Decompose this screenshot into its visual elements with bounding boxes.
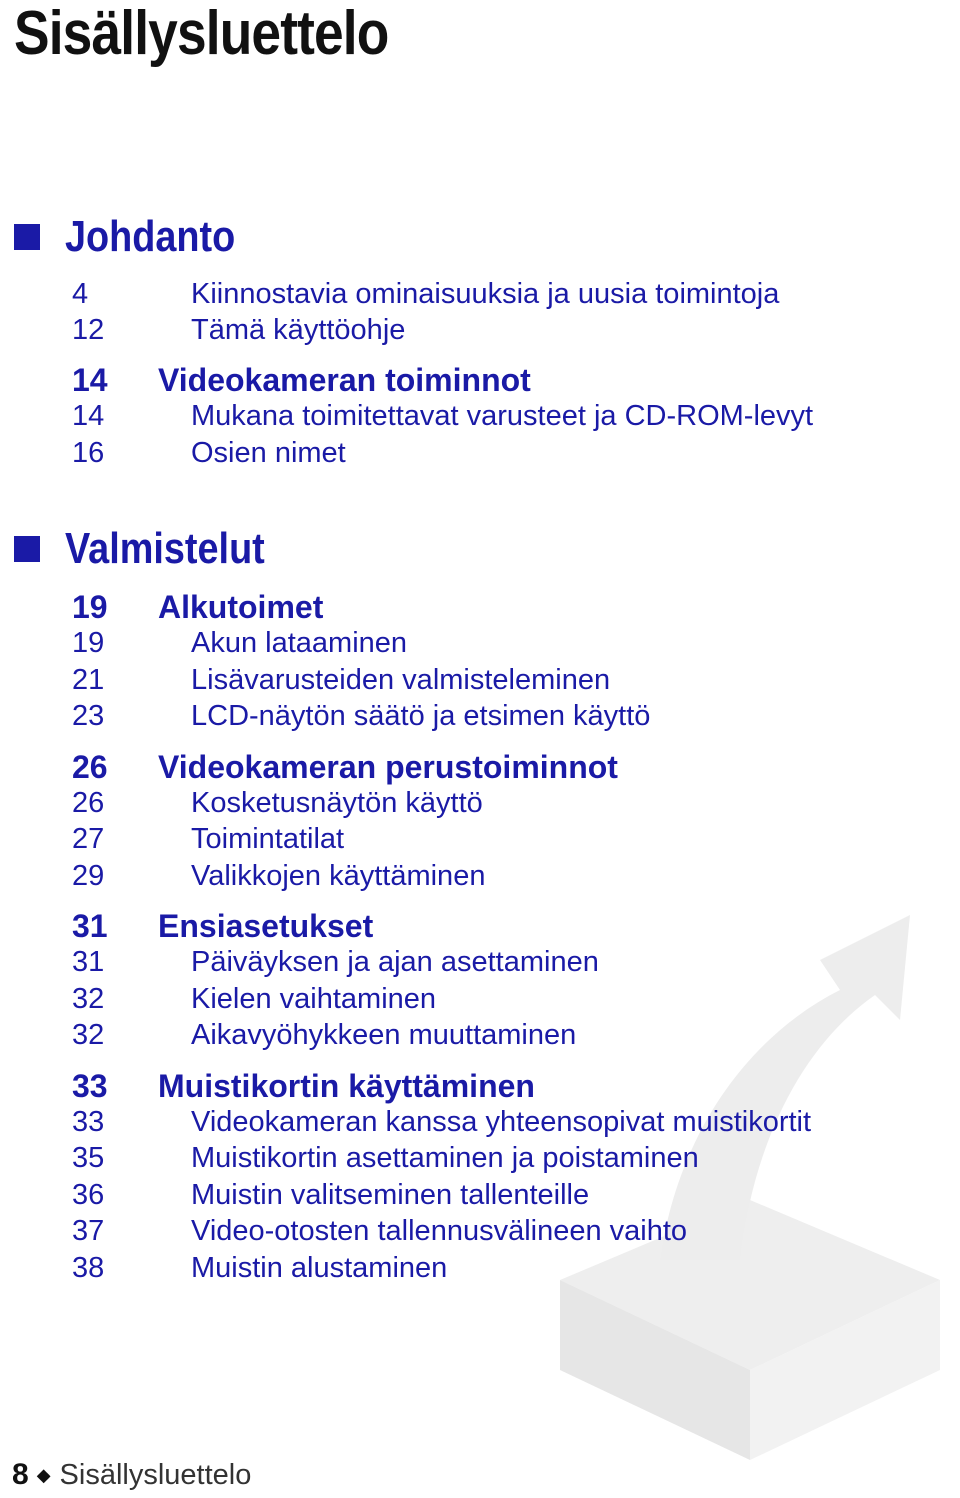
toc-subsection-heading[interactable] bbox=[0, 908, 940, 944]
toc-entry[interactable] bbox=[0, 860, 940, 896]
toc-page-number: 4 bbox=[72, 278, 89, 310]
toc-entry[interactable] bbox=[0, 946, 940, 982]
toc-entry[interactable] bbox=[0, 787, 940, 823]
toc-page-number: 14 bbox=[72, 400, 105, 432]
page-footer bbox=[12, 1458, 251, 1492]
toc-entry[interactable] bbox=[0, 1179, 940, 1215]
toc-entry-label: Akun lataaminen bbox=[191, 627, 408, 659]
toc-entry-label: Osien nimet bbox=[191, 437, 346, 469]
square-bullet-icon bbox=[14, 224, 40, 250]
diamond-icon: ◆ bbox=[36, 1464, 51, 1485]
section-heading-johdanto[interactable] bbox=[14, 212, 263, 262]
toc-page-number: 23 bbox=[72, 700, 105, 732]
toc-subsection-label: Videokameran perustoiminnot bbox=[158, 749, 618, 785]
toc-subsection-heading[interactable] bbox=[0, 362, 940, 398]
toc-subsection-heading[interactable] bbox=[0, 749, 940, 785]
toc-page-number: 14 bbox=[72, 362, 108, 398]
toc-entry-label: Videokameran kanssa yhteensopivat muistikortit bbox=[191, 1106, 812, 1138]
toc-entry[interactable] bbox=[0, 278, 940, 314]
toc-page-number: 33 bbox=[72, 1106, 105, 1138]
section-title: Johdanto bbox=[65, 212, 236, 261]
toc-subsection-heading[interactable] bbox=[0, 1068, 940, 1104]
section-heading-valmistelut[interactable] bbox=[14, 524, 297, 574]
toc-entry-label: LCD-näytön säätö ja etsimen käyttö bbox=[191, 700, 651, 732]
toc-entry-label: Kiinnostavia ominaisuuksia ja uusia toimintoja bbox=[191, 278, 780, 310]
toc-entry-label: Muistin valitseminen tallenteille bbox=[191, 1179, 590, 1211]
toc-entry-label: Valikkojen käyttäminen bbox=[191, 860, 486, 892]
toc-page-number: 35 bbox=[72, 1142, 105, 1174]
toc-subsection-label: Videokameran toiminnot bbox=[158, 362, 531, 398]
toc-entry-label: Muistin alustaminen bbox=[191, 1252, 448, 1284]
toc-entry-label: Lisävarusteiden valmisteleminen bbox=[191, 664, 611, 696]
toc-subsection-label: Muistikortin käyttäminen bbox=[158, 1068, 535, 1104]
toc-entry[interactable] bbox=[0, 1252, 940, 1288]
toc-page-number: 32 bbox=[72, 1019, 105, 1051]
toc-entry[interactable] bbox=[0, 1142, 940, 1178]
page-title: Sisällysluettelo bbox=[14, 0, 389, 68]
toc-entry-label: Toimintatilat bbox=[191, 823, 345, 855]
toc-entry-label: Tämä käyttöohje bbox=[191, 314, 406, 346]
toc-entry-label: Muistikortin asettaminen ja poistaminen bbox=[191, 1142, 699, 1174]
toc-entry-label: Aikavyöhykkeen muuttaminen bbox=[191, 1019, 577, 1051]
toc-subsection-heading[interactable] bbox=[0, 589, 940, 625]
toc-page-number: 38 bbox=[72, 1252, 105, 1284]
toc-page-number: 12 bbox=[72, 314, 105, 346]
toc-entry-label: Video-otosten tallennusvälineen vaihto bbox=[191, 1215, 688, 1247]
toc-entry-label: Kielen vaihtaminen bbox=[191, 983, 437, 1015]
toc-page-number: 29 bbox=[72, 860, 105, 892]
section-title: Valmistelut bbox=[65, 524, 265, 573]
toc-page-number: 27 bbox=[72, 823, 105, 855]
toc-entry[interactable] bbox=[0, 1215, 940, 1251]
toc-entry[interactable] bbox=[0, 700, 940, 736]
toc-entry[interactable] bbox=[0, 664, 940, 700]
toc-page-number: 31 bbox=[72, 908, 108, 944]
footer-page-number: 8 bbox=[12, 1458, 29, 1491]
toc-page-number: 26 bbox=[72, 749, 108, 785]
toc-page-number: 26 bbox=[72, 787, 105, 819]
toc-entry-label: Mukana toimitettavat varusteet ja CD-ROM-levyt bbox=[191, 400, 814, 432]
footer-label: Sisällysluettelo bbox=[59, 1458, 252, 1491]
toc-entry[interactable] bbox=[0, 627, 940, 663]
toc-page-number: 33 bbox=[72, 1068, 108, 1104]
toc-page-number: 36 bbox=[72, 1179, 105, 1211]
toc-entry-label: Kosketusnäytön käyttö bbox=[191, 787, 483, 819]
toc-entry[interactable] bbox=[0, 1019, 940, 1055]
toc-entry[interactable] bbox=[0, 400, 940, 436]
toc-entry[interactable] bbox=[0, 437, 940, 473]
toc-entry-label: Päiväyksen ja ajan asettaminen bbox=[191, 946, 599, 978]
square-bullet-icon bbox=[14, 536, 40, 562]
toc-page-number: 21 bbox=[72, 664, 105, 696]
toc-page-number: 31 bbox=[72, 946, 105, 978]
toc-entry[interactable] bbox=[0, 1106, 940, 1142]
toc-page-number: 19 bbox=[72, 627, 105, 659]
toc-entry[interactable] bbox=[0, 983, 940, 1019]
toc-entry[interactable] bbox=[0, 314, 940, 350]
toc-page-number: 37 bbox=[72, 1215, 105, 1247]
toc-subsection-label: Alkutoimet bbox=[158, 589, 324, 625]
toc-page-number: 19 bbox=[72, 589, 108, 625]
toc-entry[interactable] bbox=[0, 823, 940, 859]
toc-subsection-label: Ensiasetukset bbox=[158, 908, 374, 944]
toc-page-number: 32 bbox=[72, 983, 105, 1015]
toc-page-number: 16 bbox=[72, 437, 105, 469]
